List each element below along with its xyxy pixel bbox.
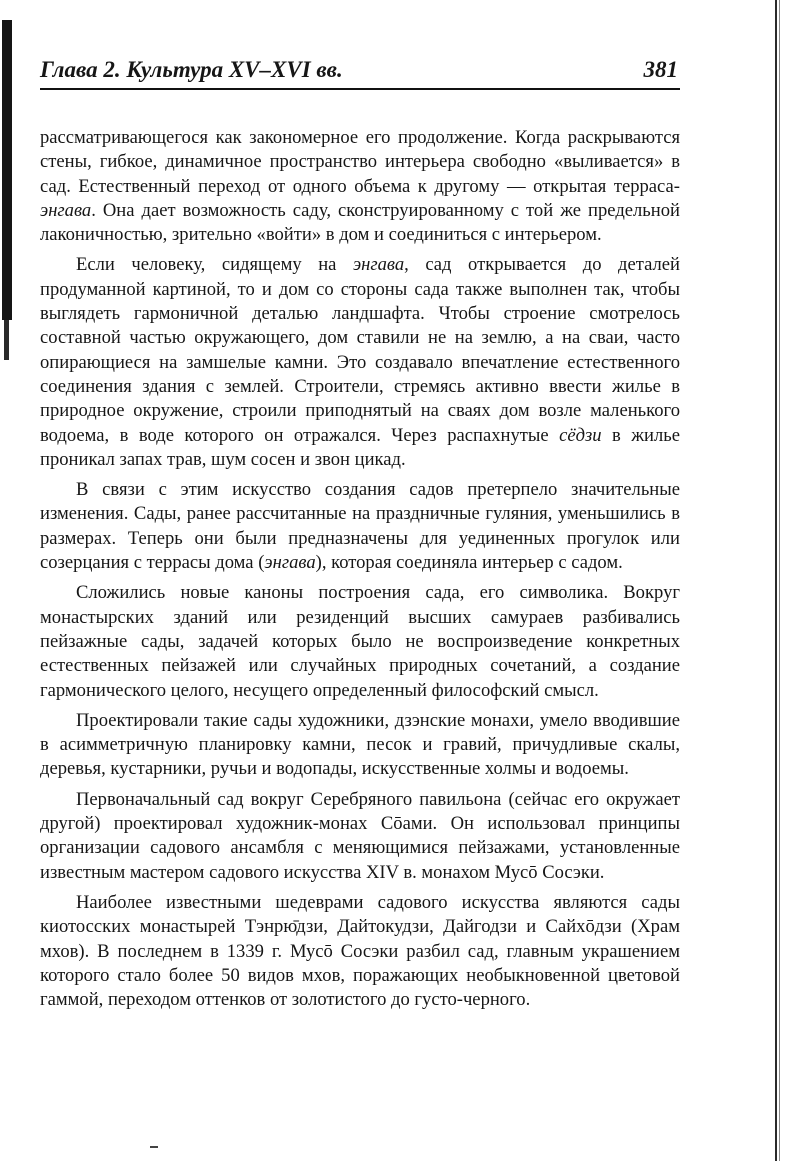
page-edge-line-secondary: [779, 0, 780, 1161]
body-text: [40, 126, 680, 1018]
scan-mark: [150, 1146, 158, 1148]
page-edge-line: [775, 0, 777, 1161]
paragraph-3: В связи с этим искусство создания садов претерпело значительные изменения. Сады, ранее рассчитанные на праздничные гуляния, уменьшились в размерах. Теперь они были предназначены для уединенных прогулок или созерцания с террасы дома (энгава), которая соединяла интерьер с садом.: [40, 479, 680, 574]
term-engawa: энгава: [40, 199, 92, 221]
page-number: 381: [643, 57, 678, 82]
paragraph-1: рассматривающегося как закономерное его продолжение. Когда раскрываются стены, гибкое, динамичное пространство интерьера свободно «выливается» в сад. Естественный переход от одного объема к другому — открытая терраса-энгава. Она дает возможность саду, сконструированному с той же предельной лаконичностью, зрительно «войти» в дом и соединиться с интерьером.: [40, 127, 680, 246]
term-engawa: энгава: [264, 552, 316, 574]
paragraph-5: Проектировали такие сады художники, дзэнские монахи, умело вводившие в асимметричную планировку камни, песок и гравий, причудливые скалы, деревья, кустарники, ручьи и водопады, искусственные холмы и водоемы.: [40, 709, 680, 780]
binding-shadow: [2, 20, 12, 320]
term-engawa: энгава: [352, 254, 405, 276]
paragraph-4: Сложились новые каноны построения сада, его символика. Вокруг монастырских зданий или резиденций высших самураев разбивались пейзажные сады, задачей которых было не воспроизведение конкретных естественных пейзажей или случайных природных сочетаний, а создание гармонического целого, несущего определенный философский смысл.: [40, 582, 680, 701]
chapter-title: Глава 2. Культура XV–XVI вв.: [40, 57, 343, 82]
term-sedzi: сёдзи: [559, 424, 602, 446]
running-header: [40, 52, 680, 90]
paragraph-6: Первоначальный сад вокруг Серебряного павильона (сейчас его окружает другой) проектировал художник-монах Сōами. Он использовал принципы организации садового ансамбля с меняющимися пейзажами, установленные известным мастером садового искусства XIV в. монахом Мусō Сосэки.: [40, 788, 680, 883]
paragraph-2: Если человеку, сидящему на энгава, сад открывается до деталей продуманной картиной, то и дом со стороны сада также выполнен так, чтобы выглядеть гармоничной деталью ландшафта. Чтобы строение смотрелось составной частью окружающего, дом ставили не на землю, а на сваи, часто опирающиеся на замшелые камни. Это создавало впечатление естественного соединения здания с землей. Строители, стремясь активно ввести жилье в природное окружение, строили приподнятый на сваях дом возле маленького водоема, в воде которого он отражался. Через распахнутые сёдзи в жилье проникал запах трав, шум сосен и звон цикад.: [40, 254, 680, 470]
paragraph-7: Наиболее известными шедеврами садового искусства являются сады киотосских монастырей Тэнрю̄дзи, Дайтокудзи, Дайгодзи и Сайхōдзи (Храм мхов). В последнем в 1339 г. Мусō Сосэки разбил сад, главным украшением которого стало более 50 видов мхов, поражающих необыкновенной цветовой гаммой, переходом оттенков от золотистого до густо-черного.: [40, 891, 680, 1011]
binding-shadow-tail: [4, 320, 9, 360]
